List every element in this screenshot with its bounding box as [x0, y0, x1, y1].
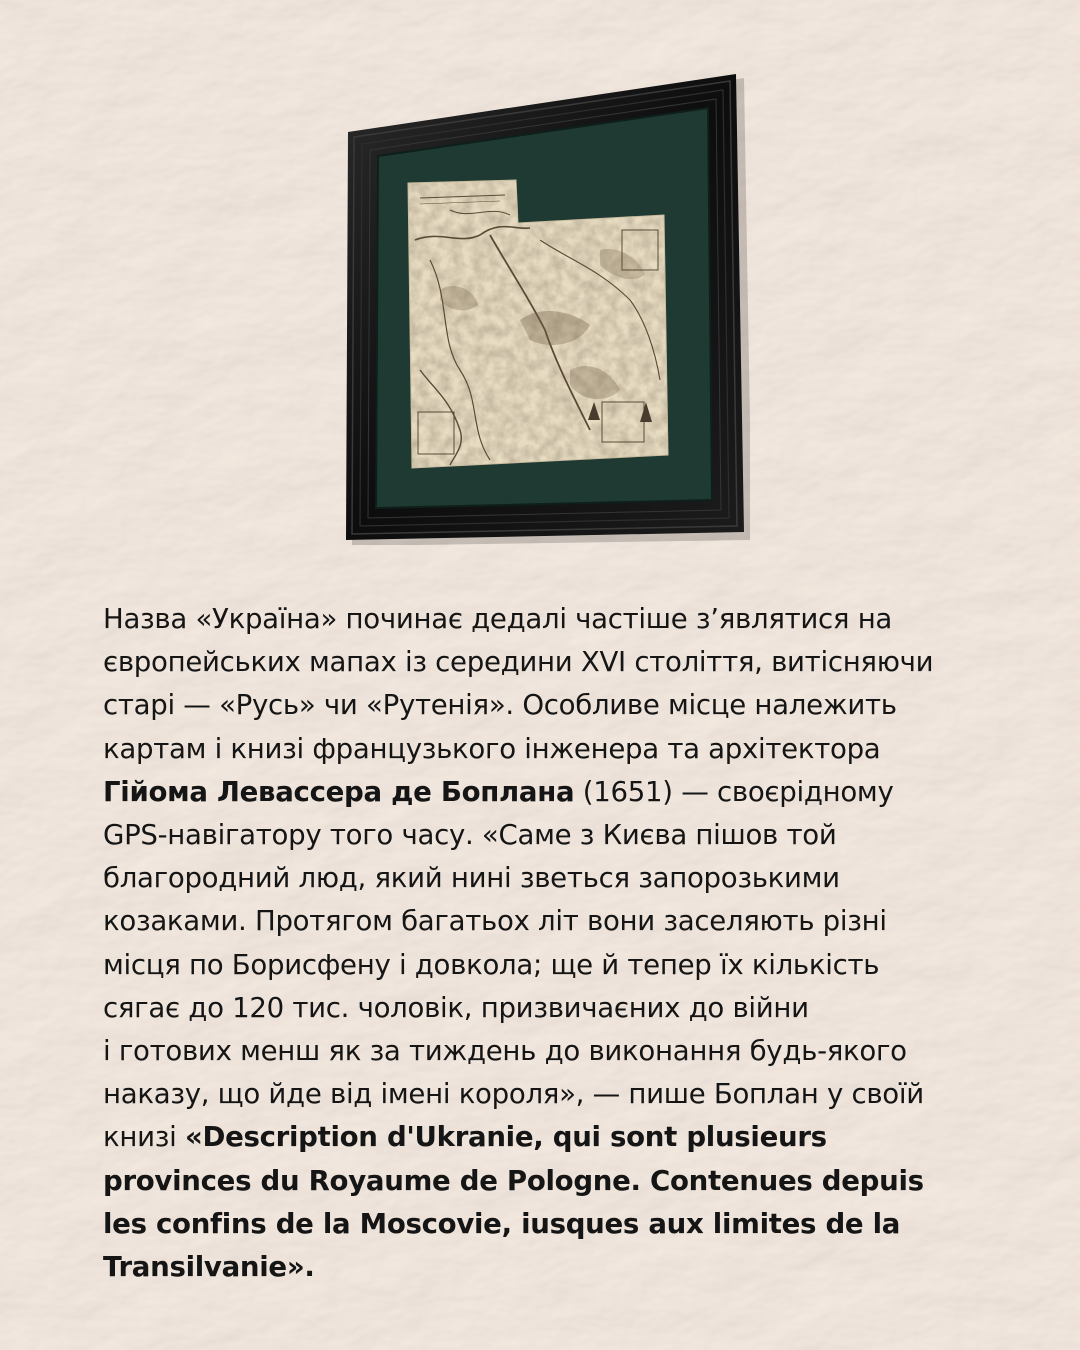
text-run: книзі	[103, 1120, 185, 1154]
book-title: «Description d'Ukranie, qui sont plusieurs	[184, 1120, 827, 1154]
article-line	[103, 856, 1023, 899]
text-run: наказу, що йде від імені короля», — пише Боплан у своїй	[103, 1077, 924, 1111]
book-title: provinces du Royaume de Pologne. Contenues depuis	[103, 1163, 924, 1197]
article-line	[103, 1072, 1023, 1115]
text-run: і готових менш як за тиждень до виконання будь-якого	[103, 1034, 907, 1068]
article-line	[103, 986, 1023, 1029]
author-name: Гійома Левассера де Боплана	[103, 774, 575, 808]
article-line	[103, 683, 1023, 726]
article-line	[103, 899, 1023, 942]
framed-map-photo	[340, 70, 750, 545]
text-run: картам і книзі французького інженера та архітектора	[103, 731, 881, 765]
article-text	[103, 597, 1023, 1288]
text-run: європейських мапах із середини XVI століття, витісняючи	[103, 645, 934, 679]
article-line	[103, 597, 1023, 640]
text-run: козаками. Протягом багатьох літ вони заселяють різні	[103, 904, 887, 938]
article-line	[103, 1202, 1023, 1245]
article-line	[103, 770, 1023, 813]
text-run: (1651) — своєрідному	[574, 774, 894, 808]
text-run: старі — «Русь» чи «Рутенія». Особливе місце належить	[103, 688, 897, 722]
article-line	[103, 727, 1023, 770]
text-run: сягає до 120 тис. чоловік, призвичаєних до війни	[103, 990, 809, 1024]
text-run: місця по Борисфену і довкола; ще й тепер їх кількість	[103, 947, 880, 981]
text-run: благородний люд, який нині зветься запорозькими	[103, 861, 840, 895]
book-title: les confins de la Moscovie, iusques aux limites de la	[103, 1206, 901, 1240]
article-line	[103, 1115, 1023, 1158]
article-line	[103, 1245, 1023, 1288]
text-run: GPS-навігатору того часу. «Саме з Києва пішов той	[103, 818, 837, 852]
text-run: Назва «Україна» починає дедалі частіше з’являтися на	[103, 602, 893, 635]
book-title: Transilvanie».	[103, 1250, 315, 1284]
article-line	[103, 640, 1023, 683]
article-line	[103, 1159, 1023, 1202]
article-line	[103, 1029, 1023, 1072]
article-line	[103, 943, 1023, 986]
article-line	[103, 813, 1023, 856]
